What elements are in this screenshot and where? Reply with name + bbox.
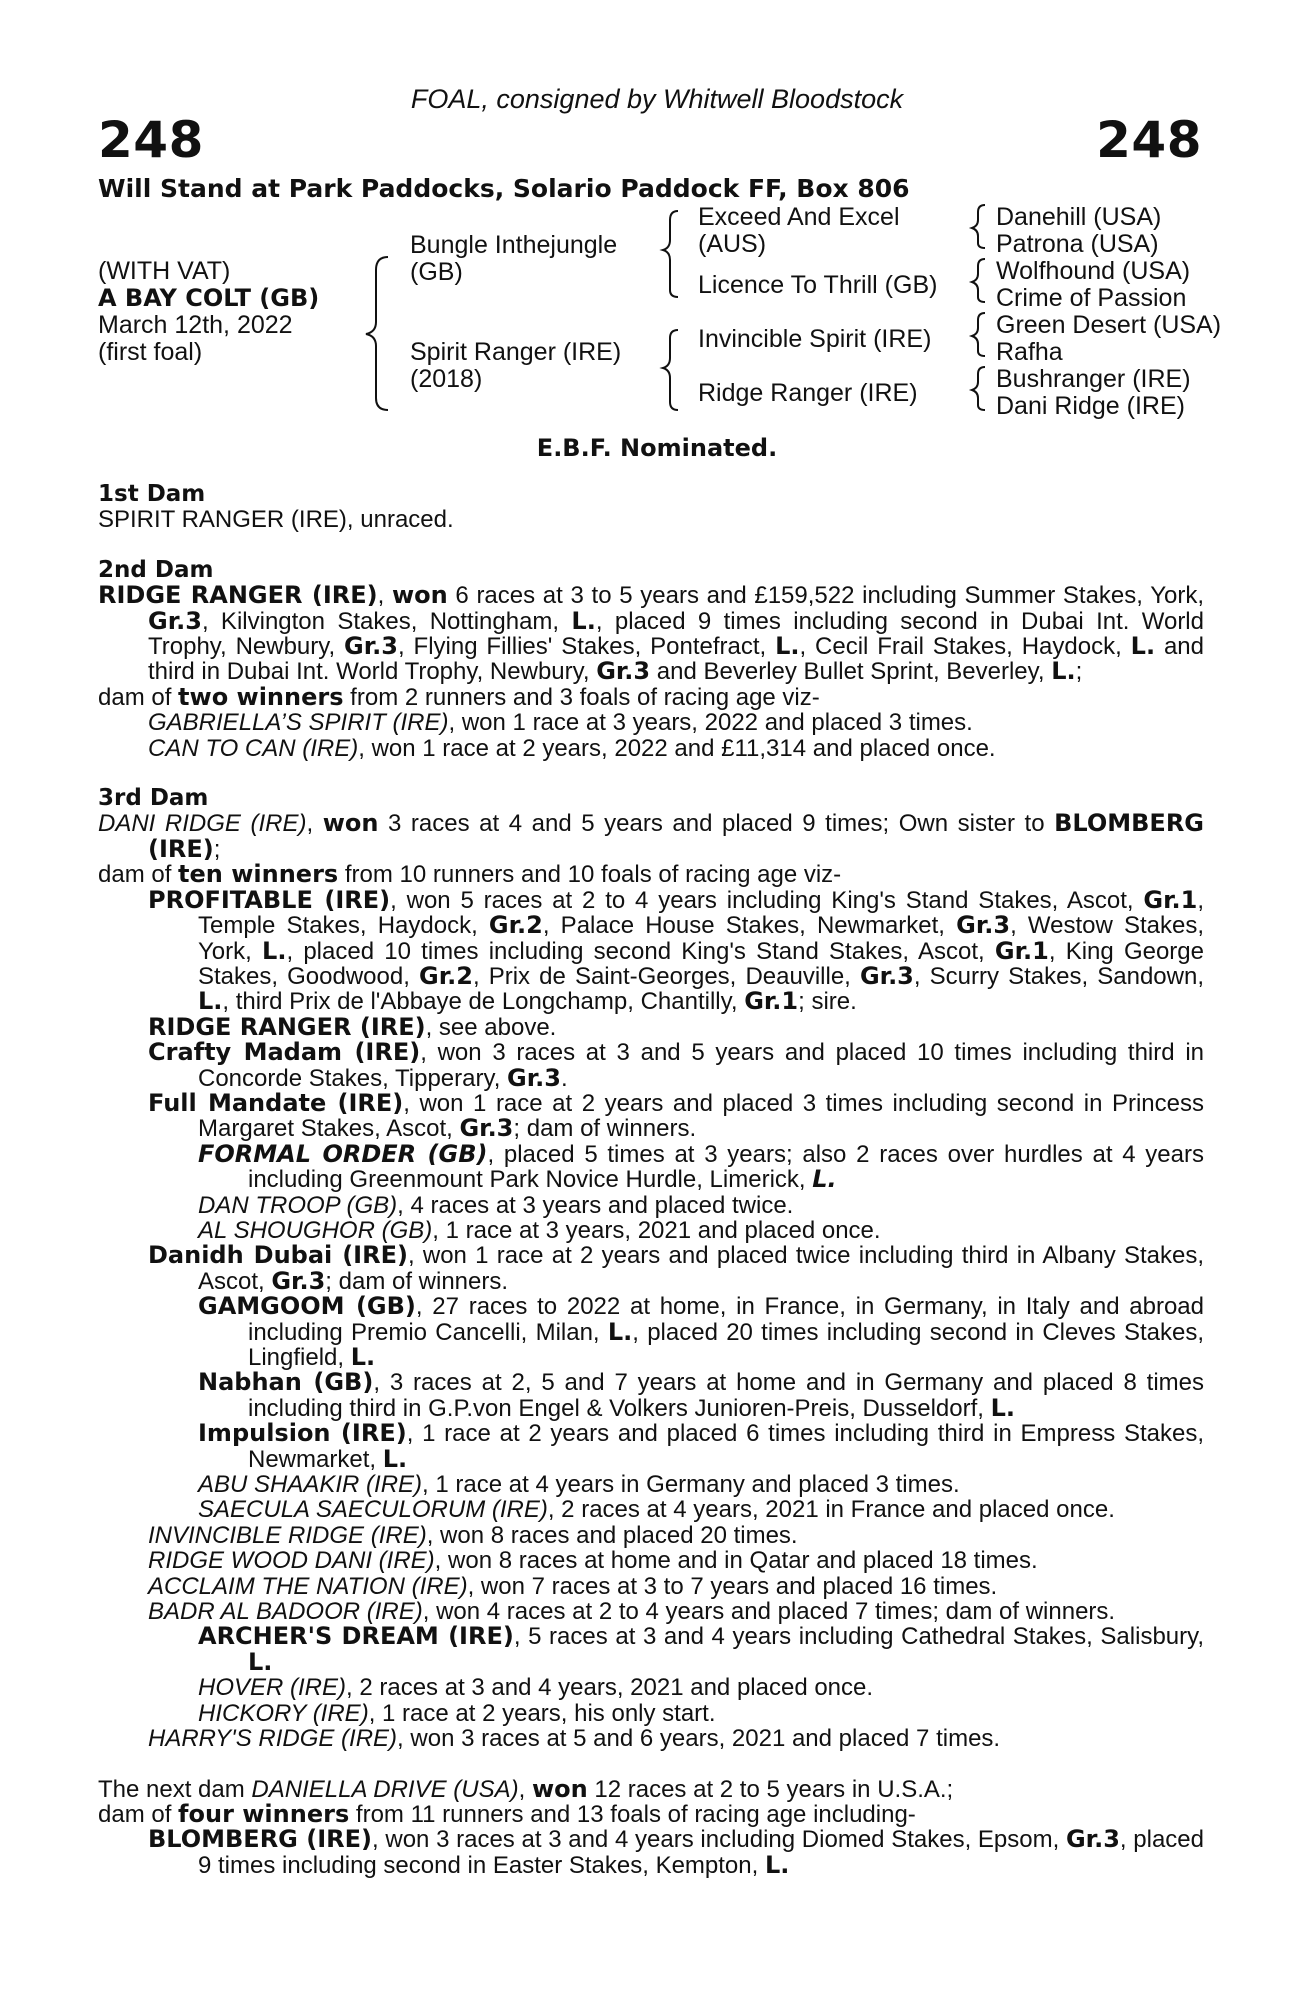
third-dam-progeny-list <box>98 885 1205 1753</box>
emphasis-text: BLOMBERG (IRE) <box>148 809 1204 863</box>
horse-name-italic: HOVER (IRE) <box>198 1674 347 1702</box>
g3-ancestor: Rafha <box>996 338 1063 366</box>
emphasis-text: L. <box>198 987 223 1016</box>
progeny-entry: PROFITABLE (IRE), won 5 races at 2 to 4 years including King's Stand Stakes, Ascot, Gr.1, Temple Stakes, Haydock, Gr.2, Palace House Stakes, Newmarket, Gr.3, Westow Stakes, York, L., placed 10 times including second King's Stand Stakes, Ascot, Gr.1, King George Stakes, Goodwood, Gr.2, Prix de Saint-Georges, Deauville, Gr.3, Scurry Stakes, Sandown, L., third Prix de l'Abbaye de Longchamp, Chantilly, Gr.1; sire. <box>148 885 1204 1016</box>
sire-sire-name: Exceed And Excel <box>698 203 900 231</box>
horse-name-italic: BADR AL BADOOR (IRE) <box>148 1598 423 1626</box>
second-dam-produce-summary: dam of two winners from 2 runners and 3 foals of racing age viz- <box>98 682 820 711</box>
emphasis-text: PROFITABLE (IRE) <box>148 885 391 914</box>
horse-name-italic: DANI RIDGE (IRE) <box>98 810 307 838</box>
horse-name-italic: CAN TO CAN (IRE) <box>148 734 359 762</box>
g3-ancestor: Dani Ridge (IRE) <box>996 392 1185 420</box>
second-dam-record: RIDGE RANGER (IRE), won 6 races at 3 to 5 years and £159,522 including Summer Stakes, York, Gr.3, Kilvington Stakes, Nottingham, L., placed 9 times including second in Dubai Int. World Trophy, Newbury, Gr.3, Flying Fillies' Stakes, Pontefract, L., Cecil Frail Stakes, Haydock, L. and third in Dubai Int. World Trophy, Newbury, Gr.3 and Beverley Bullet Sprint, Beverley, L.; <box>98 581 1205 686</box>
grand-progeny-entry: GAMGOOM (GB), 27 races to 2022 at home, in France, in Germany, in Italy and abroad including Premio Cancelli, Milan, L., placed 20 times including second in Cleves Stakes, Lingfield, L. <box>198 1292 1204 1371</box>
horse-name-italic: INVINCIBLE RIDGE (IRE) <box>148 1521 427 1549</box>
sire-country: (GB) <box>410 258 463 286</box>
horse-name-italic: DAN TROOP (GB) <box>198 1191 398 1219</box>
emphasis-text: Full Mandate (IRE) <box>148 1088 404 1117</box>
dam-name: Spirit Ranger (IRE) <box>410 338 622 366</box>
vat-note: (WITH VAT) <box>98 257 231 285</box>
grand-progeny-entry: SAECULA SAECULORUM (IRE), 2 races at 4 years, 2021 in France and placed once. <box>198 1496 1115 1524</box>
dam-dam: Ridge Ranger (IRE) <box>698 379 918 407</box>
emphasis-text: BLOMBERG (IRE) <box>148 1825 373 1854</box>
second-dam-heading: 2nd Dam <box>98 556 214 583</box>
second-dam-progeny-list <box>98 710 1204 761</box>
horse-name-italic: ABU SHAAKIR (IRE) <box>198 1471 423 1499</box>
emphasis-text: won <box>322 809 379 838</box>
progeny-entry: GABRIELLA’S SPIRIT (IRE), won 1 race at 3 years, 2022 and placed 3 times. <box>148 709 973 737</box>
emphasis-text: GAMGOOM (GB) <box>198 1292 416 1321</box>
emphasis-text: Gr.3 <box>1065 1825 1120 1854</box>
emphasis-text: ten winners <box>178 860 339 889</box>
emphasis-text: Nabhan (GB) <box>198 1368 374 1397</box>
lot-number-right: 248 <box>1096 111 1202 169</box>
next-dam-progeny-list <box>98 1827 1204 1878</box>
emphasis-text: RIDGE RANGER (IRE) <box>148 1012 426 1041</box>
emphasis-text: Gr.3 <box>596 657 651 686</box>
horse-name-italic: SAECULA SAECULORUM (IRE) <box>198 1496 548 1524</box>
horse-name-italic: HARRY'S RIDGE (IRE) <box>148 1725 398 1753</box>
grand-progeny-entry: DAN TROOP (GB), 4 races at 3 years and placed twice. <box>198 1191 794 1219</box>
emphasis-text: L. <box>990 1393 1016 1422</box>
g3-ancestor: Green Desert (USA) <box>996 311 1222 339</box>
horse-name-italic: RIDGE WOOD DANI (IRE) <box>148 1547 435 1575</box>
g3-ancestor: Wolfhound (USA) <box>996 257 1191 285</box>
progeny-entry: HARRY'S RIDGE (IRE), won 3 races at 5 and 6 years, 2021 and placed 7 times. <box>148 1725 1001 1753</box>
emphasis-text: L. <box>248 1647 273 1676</box>
emphasis-text: Danidh Dubai (IRE) <box>148 1241 408 1270</box>
third-dam-record: DANI RIDGE (IRE), won 3 races at 4 and 5 years and placed 9 times; Own sister to BLOMBERG (IRE); <box>98 809 1204 863</box>
emphasis-text: won <box>531 1774 588 1803</box>
emphasis-text: L. <box>607 1317 633 1346</box>
first-dam-heading: 1st Dam <box>98 481 206 507</box>
emphasis-text: Gr.3 <box>859 961 914 990</box>
emphasis-text: L. <box>262 936 287 965</box>
grand-progeny-entry: AL SHOUGHOR (GB), 1 race at 3 years, 2021 and placed once. <box>198 1216 881 1244</box>
lot-number-left: 248 <box>98 111 204 169</box>
next-dam-produce-summary: dam of four winners from 11 runners and 13 foals of racing age including- <box>98 1799 916 1828</box>
emphasis-text: Gr.2 <box>488 911 543 940</box>
emphasis-text: two winners <box>178 682 344 711</box>
horse-name-italic: DANIELLA DRIVE (USA) <box>251 1775 519 1803</box>
foaling-date: March 12th, 2022 <box>98 311 293 339</box>
ebf-nomination: E.B.F. Nominated. <box>536 434 778 462</box>
emphasis-text: four winners <box>178 1799 350 1828</box>
emphasis-text: Gr.3 <box>507 1063 561 1092</box>
emphasis-text: L. <box>1051 657 1076 686</box>
horse-name: A BAY COLT (GB) <box>98 284 320 312</box>
first-dam-text: SPIRIT RANGER (IRE), unraced. <box>98 506 454 534</box>
g3-ancestor: Crime of Passion <box>996 284 1187 312</box>
emphasis-text: Gr.3 <box>148 606 202 635</box>
grand-progeny-entry: Nabhan (GB), 3 races at 2, 5 and 7 years at home and in Germany and placed 8 times including third in G.P.von Engel & Volkers Junioren-Preis, Dusseldorf, L. <box>198 1368 1204 1422</box>
emphasis-text: Gr.1 <box>744 987 799 1016</box>
emphasis-text: L. <box>1130 632 1156 661</box>
emphasis-text: L. <box>571 606 596 635</box>
brace-generation-1 <box>366 257 388 410</box>
emphasis-text: L. <box>764 1850 790 1879</box>
progeny-entry: ACCLAIM THE NATION (IRE), won 7 races at 3 to 7 years and placed 16 times. <box>148 1572 998 1600</box>
grand-progeny-entry: HOVER (IRE), 2 races at 3 and 4 years, 2021 and placed once. <box>198 1674 874 1702</box>
consignment-line: FOAL, consigned by Whitwell Bloodstock <box>410 84 904 114</box>
progeny-entry: BADR AL BADOOR (IRE), won 4 races at 2 to 4 years and placed 7 times; dam of winners. <box>148 1598 1116 1626</box>
sire-name: Bungle Inthejungle <box>410 231 618 259</box>
emphasis-text: Gr.3 <box>956 911 1011 940</box>
g3-ancestor: Patrona (USA) <box>996 230 1159 258</box>
emphasis-text: FORMAL ORDER (GB) <box>198 1139 488 1168</box>
grand-progeny-entry: Impulsion (IRE), 1 race at 2 years and placed 6 times including third in Empress Stakes, Newmarket, L. <box>198 1419 1204 1473</box>
progeny-entry: CAN TO CAN (IRE), won 1 race at 2 years, 2022 and £11,314 and placed once. <box>148 734 996 762</box>
progeny-entry: RIDGE RANGER (IRE), see above. <box>148 1012 557 1041</box>
grand-progeny-entry: HICKORY (IRE), 1 race at 2 years, his only start. <box>198 1699 716 1727</box>
emphasis-text: won <box>391 581 448 610</box>
emphasis-text: Gr.3 <box>271 1266 326 1295</box>
emphasis-text: Impulsion (IRE) <box>198 1419 407 1448</box>
horse-name-italic: GABRIELLA’S SPIRIT (IRE) <box>148 709 449 737</box>
progeny-entry: Full Mandate (IRE), won 1 race at 2 years and placed 3 times including second in Princess Margaret Stakes, Ascot, Gr.3; dam of winners. <box>148 1088 1204 1143</box>
emphasis-text: L. <box>812 1165 837 1194</box>
progeny-entry: BLOMBERG (IRE), won 3 races at 3 and 4 years including Diomed Stakes, Epsom, Gr.3, placed 9 times including second in Easter Stakes, Kempton, L. <box>148 1825 1205 1879</box>
progeny-entry: Danidh Dubai (IRE), won 1 race at 2 years and placed twice including third in Albany Stakes, Ascot, Gr.3; dam of winners. <box>148 1241 1205 1295</box>
horse-name-italic: ACCLAIM THE NATION (IRE) <box>148 1572 468 1600</box>
emphasis-text: Gr.3 <box>344 632 398 661</box>
emphasis-text: L. <box>382 1444 408 1473</box>
sire-dam: Licence To Thrill (GB) <box>698 271 938 299</box>
progeny-entry: Crafty Madam (IRE), won 3 races at 3 and 5 years and placed 10 times including third in Concorde Stakes, Tipperary, Gr.3. <box>148 1038 1205 1092</box>
brace-sire-side <box>663 211 678 297</box>
grand-progeny-entry: ABU SHAAKIR (IRE), 1 race at 4 years in Germany and placed 3 times. <box>198 1471 960 1499</box>
emphasis-text: L. <box>775 632 800 661</box>
produce-record <box>98 482 1204 1878</box>
grand-progeny-entry: ARCHER'S DREAM (IRE), 5 races at 3 and 4 years including Cathedral Stakes, Salisbury, L. <box>198 1622 1205 1676</box>
g3-ancestor: Danehill (USA) <box>996 203 1162 231</box>
third-dam-heading: 3rd Dam <box>98 785 209 812</box>
emphasis-text: RIDGE RANGER (IRE) <box>98 581 378 610</box>
next-dam-record: The next dam DANIELLA DRIVE (USA), won 12 races at 2 to 5 years in U.S.A.; <box>98 1774 954 1803</box>
g3-ancestor: Bushranger (IRE) <box>996 365 1191 393</box>
horse-name-italic: HICKORY (IRE) <box>198 1699 369 1727</box>
emphasis-text: Gr.1 <box>994 936 1049 965</box>
progeny-entry: RIDGE WOOD DANI (IRE), won 8 races at home and in Qatar and placed 18 times. <box>148 1547 1038 1575</box>
grand-progeny-entry: FORMAL ORDER (GB), placed 5 times at 3 years; also 2 races over hurdles at 4 years including Greenmount Park Novice Hurdle, Limerick, L. <box>198 1139 1204 1194</box>
emphasis-text: Gr.3 <box>459 1114 514 1143</box>
foal-note: (first foal) <box>98 338 203 366</box>
emphasis-text: ARCHER'S DREAM (IRE) <box>198 1622 514 1651</box>
progeny-entry: INVINCIBLE RIDGE (IRE), won 8 races and placed 20 times. <box>148 1521 798 1549</box>
dam-year: (2018) <box>410 365 483 393</box>
sire-sire-country: (AUS) <box>698 230 767 258</box>
horse-name-italic: AL SHOUGHOR (GB) <box>198 1216 433 1244</box>
emphasis-text: Gr.1 <box>1143 885 1198 914</box>
dam-sire: Invincible Spirit (IRE) <box>698 325 932 353</box>
third-dam-produce-summary: dam of ten winners from 10 runners and 10 foals of racing age viz- <box>98 860 842 889</box>
brace-dam-side <box>663 330 678 410</box>
emphasis-text: Gr.2 <box>419 961 473 990</box>
emphasis-text: L. <box>350 1343 376 1371</box>
emphasis-text: Crafty Madam (IRE) <box>148 1038 421 1067</box>
stand-location: Will Stand at Park Paddocks, Solario Paddock FF, Box 806 <box>98 174 910 203</box>
